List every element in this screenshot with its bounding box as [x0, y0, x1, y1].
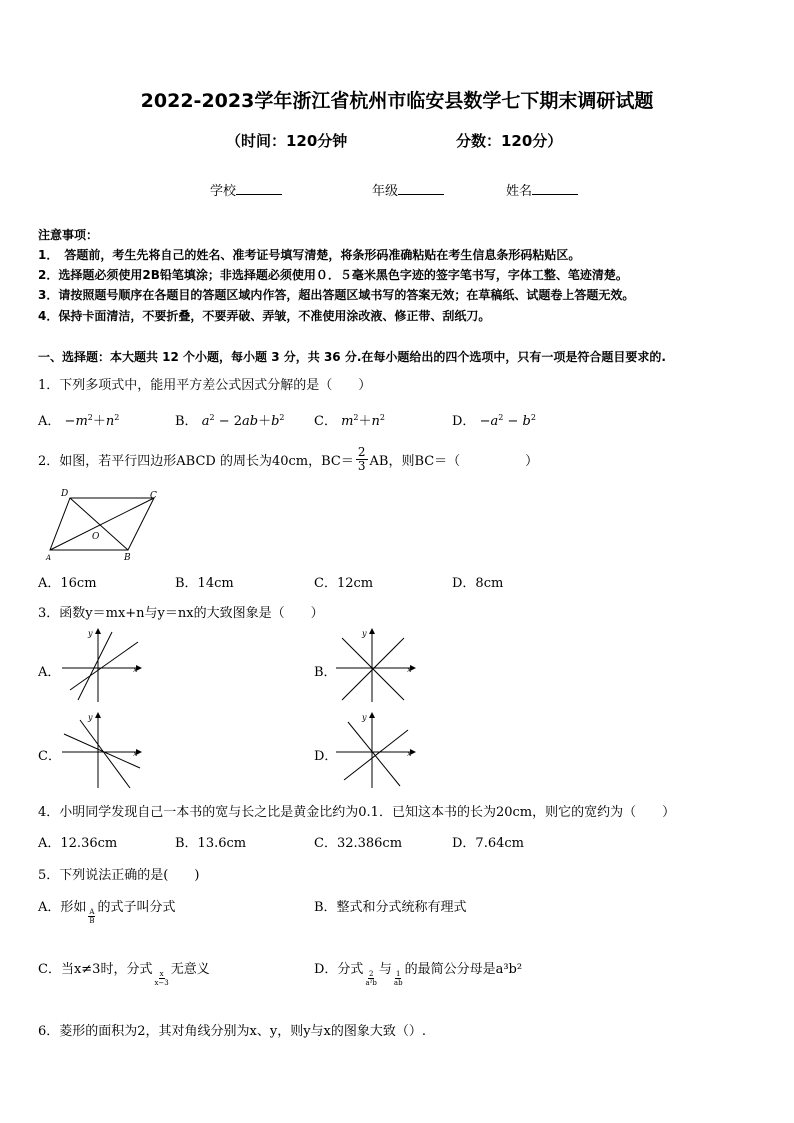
notice-item: 1． 答题前，考生先将自己的姓名、准考证号填写清楚，将条形码准确粘贴在考生信息条形码粘贴区。 [38, 248, 581, 262]
question-4-stem: 4．小明同学发现自己一本书的宽与长之比是黄金比约为0.1．已知这本书的长为20cm，则它的宽约为（ ） [38, 805, 676, 820]
q3-option-d-label[interactable]: D． [314, 749, 338, 764]
q3-graph-d [334, 710, 418, 790]
q1-option-a[interactable]: A． $-m^2+n^2$ [38, 413, 120, 429]
fraction-1-over-ab: $\frac{1}{ab}$ [393, 970, 403, 987]
fraction-a-over-b: $\frac{A}{B}$ [89, 908, 95, 925]
question-5-stem: 5．下列说法正确的是( ) [38, 868, 200, 883]
page-title: 2022-2023学年浙江省杭州市临安县数学七下期末调研试题 [140, 90, 654, 112]
q5-option-d[interactable]: D．分式 $\frac{2}{\text{a²b}}$ 与 $\frac{1}{ab}$ 的最简公分母是a³b² [314, 962, 523, 987]
vertex-label-b: B [124, 553, 131, 562]
svg-text:x: x [133, 749, 138, 758]
q1-option-d[interactable]: D． $-a^2 - b^2$ [452, 413, 536, 429]
name-label: 姓名 [506, 184, 533, 199]
notice-heading: 注意事项： [38, 228, 99, 242]
q3-option-a-label[interactable]: A． [38, 665, 61, 680]
parallelogram-figure [44, 486, 174, 562]
q4-option-d[interactable]: D．7.64cm [452, 836, 524, 851]
exam-time: （时间：120分钟 [226, 132, 348, 150]
fraction-2-over-a2b: $\frac{2}{\text{a²b}}$ [365, 970, 377, 987]
svg-text:y: y [88, 713, 93, 722]
question-3-stem: 3．函数y＝mx+n与y＝nx的大致图象是（ ） [38, 606, 324, 621]
q3-graph-a [60, 626, 144, 704]
q4-option-a[interactable]: A．12.36cm [38, 836, 118, 851]
question-6-stem: 6．菱形的面积为2，其对角线分别为x、y，则y与x的图象大致（）. [38, 1024, 427, 1039]
name-blank[interactable] [532, 182, 578, 195]
q4-option-c[interactable]: C．32.386cm [314, 836, 403, 851]
q1-option-b[interactable]: B． $a^2 - 2ab+b^2$ [175, 413, 285, 429]
q5-option-b[interactable]: B．整式和分式统称有理式 [314, 900, 467, 915]
section-heading: 一、选择题：本大题共 12 个小题，每小题 3 分，共 36 分.在每小题给出的四个选项中，只有一项是符合题目要求的. [38, 350, 666, 364]
exam-score: 分数：120分） [456, 132, 563, 150]
q3-graph-b [334, 626, 418, 704]
grade-field[interactable] [372, 180, 444, 199]
q2-option-b[interactable]: B．14cm [175, 576, 234, 591]
svg-text:x: x [407, 665, 412, 674]
svg-text:y: y [88, 629, 93, 638]
notice-item: 2．选择题必须使用2B铅笔填涂；非选择题必须使用０．５毫米黑色字迹的签字笔书写，字体工整、笔迹清楚。 [38, 268, 628, 282]
q2-option-d[interactable]: D．8cm [452, 576, 504, 591]
grade-blank[interactable] [398, 182, 444, 195]
notice-item: 3．请按照题号顺序在各题目的答题区域内作答，超出答题区域书写的答案无效；在草稿纸、试题卷上答题无效。 [38, 288, 635, 302]
vertex-label-c: C [150, 491, 157, 501]
question-1-stem: 1．下列多项式中，能用平方差公式因式分解的是（ ） [38, 378, 372, 393]
q3-option-c-label[interactable]: C． [38, 749, 61, 764]
q2-option-c[interactable]: C．12cm [314, 576, 374, 591]
q4-option-b[interactable]: B．13.6cm [175, 836, 247, 851]
name-field[interactable] [506, 180, 578, 199]
svg-text:x: x [407, 749, 412, 758]
grade-label: 年级 [372, 184, 399, 199]
notice-item: 4．保持卡面清洁，不要折叠，不要弄破、弄皱，不准使用涂改液、修正带、刮纸刀。 [38, 309, 491, 323]
school-label: 学校 [210, 184, 237, 199]
vertex-label-d: D [61, 489, 69, 499]
school-field[interactable] [210, 180, 282, 199]
fraction-x-over-x-minus-3: $\frac{x}{x-3}$ [154, 970, 169, 987]
q3-graph-c [60, 710, 144, 790]
question-2-stem: 2．如图，若平行四边形ABCD 的周长为40cm，BC＝ $\frac{2}{3}$ AB，则BC＝（ ） [38, 445, 539, 473]
q3-option-b-label[interactable]: B． [314, 665, 337, 680]
svg-text:y: y [362, 713, 367, 722]
vertex-label-a: A [46, 554, 52, 562]
svg-text:x: x [133, 665, 138, 674]
q5-option-c[interactable]: C．当x≠3时，分式 $\frac{x}{x-3}$ 无意义 [38, 962, 210, 987]
school-blank[interactable] [236, 182, 282, 195]
q1-option-c[interactable]: C． $m^2+n^2$ [314, 413, 385, 429]
fraction-two-thirds: $\frac{2}{3}$ [357, 445, 366, 473]
q2-option-a[interactable]: A．16cm [38, 576, 97, 591]
q5-option-a[interactable]: A．形如 $\frac{A}{B}$ 的式子叫分式 [38, 900, 176, 925]
svg-text:y: y [362, 629, 367, 638]
center-label-o: O [92, 532, 100, 542]
